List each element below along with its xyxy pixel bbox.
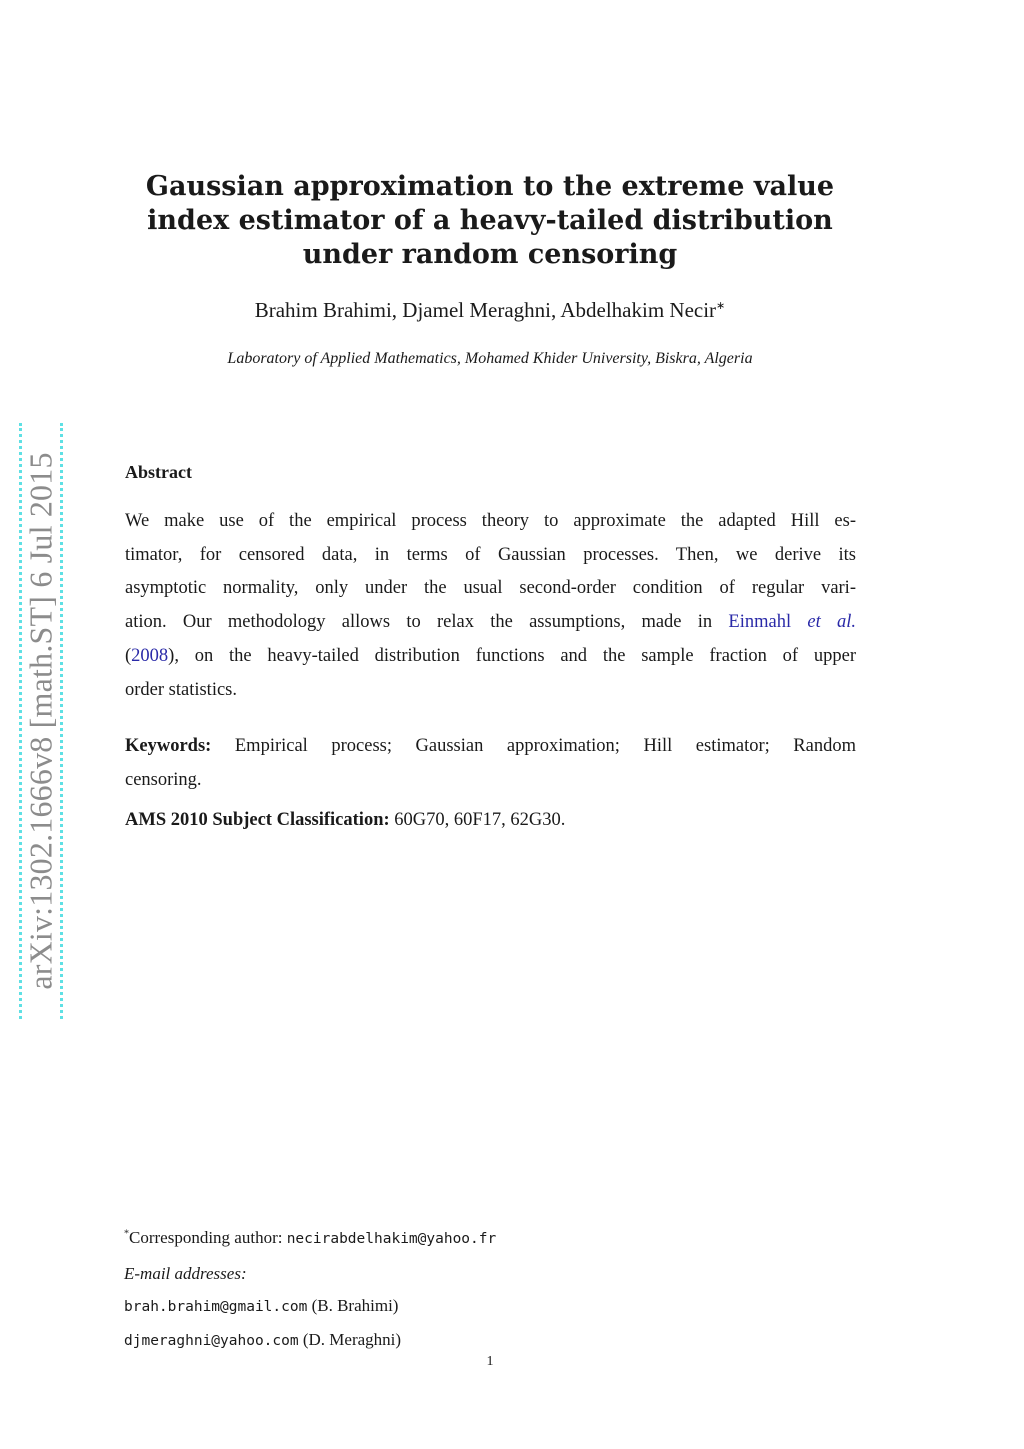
paper-title [130, 170, 850, 272]
email-owner: (B. Brahimi) [307, 1296, 399, 1315]
author-names: Brahim Brahimi, Djamel Meraghni, Abdelhakim Necir [254, 298, 717, 322]
email-address[interactable]: djmeraghni@yahoo.com [124, 1333, 299, 1349]
corresponding-author-footnote [124, 1228, 884, 1248]
keywords-label: Keywords: [125, 736, 212, 756]
abstract-line: timator, for censored data, in terms of Gaussian processes. Then, we derive its [125, 544, 856, 565]
citation-etal-link[interactable]: et al. [807, 612, 856, 633]
citation-author-link[interactable]: Einmahl [728, 612, 792, 633]
email-address[interactable]: brah.brahim@gmail.com [124, 1299, 308, 1315]
abstract-line-text: ), on the heavy-tailed distribution functions and the sample fraction of upper [168, 645, 856, 666]
email-owner: (D. Meraghni) [298, 1330, 402, 1349]
email-entry [124, 1296, 884, 1316]
citation-year-link[interactable]: 2008 [131, 645, 169, 666]
email-entry [124, 1330, 884, 1350]
page-number: 1 [486, 1354, 494, 1369]
abstract-line-text: ation. Our methodology allows to relax the assumptions, made in [125, 612, 729, 633]
ams-label: AMS 2010 Subject Classification: [125, 810, 390, 830]
corresponding-author-mark: ∗ [716, 300, 726, 312]
title-line-1: Gaussian approximation to the extreme value [145, 171, 835, 202]
arxiv-identifier: arXiv:1302.1666v8 [math.ST] 6 Jul 2015 [22, 452, 59, 990]
abstract-line [125, 640, 856, 674]
title-line-2: index estimator of a heavy-tailed distribution [147, 205, 833, 236]
arxiv-stamp [19, 423, 63, 1019]
abstract-line: order statistics. [125, 679, 238, 700]
citation-open-paren: ( [125, 645, 132, 666]
email-heading: E-mail addresses: [124, 1264, 247, 1283]
author-list [130, 298, 850, 323]
keywords [125, 730, 856, 797]
ams-classification [125, 810, 856, 831]
affiliation: Laboratory of Applied Mathematics, Mohamed Khider University, Biskra, Algeria [227, 350, 753, 367]
abstract-line [125, 606, 856, 640]
footnote-mark: * [124, 1228, 129, 1240]
title-line-3: under random censoring [302, 239, 678, 270]
keywords-text: Empirical process; Gaussian approximation; Hill estimator; Random [234, 736, 857, 756]
corresponding-email[interactable]: necirabdelhakim@yahoo.fr [286, 1231, 497, 1247]
abstract-heading: Abstract [125, 462, 192, 482]
keywords-line: censoring. [125, 769, 202, 790]
abstract-line: We make use of the empirical process theory to approximate the adapted Hill es- [125, 511, 856, 531]
ams-codes: 60G70, 60F17, 62G30. [394, 810, 566, 830]
keywords-line [125, 730, 856, 764]
corresponding-label: Corresponding author: [129, 1228, 287, 1247]
abstract-line: asymptotic normality, only under the usual second-order condition of regular vari- [125, 578, 856, 599]
abstract-body [125, 505, 856, 707]
